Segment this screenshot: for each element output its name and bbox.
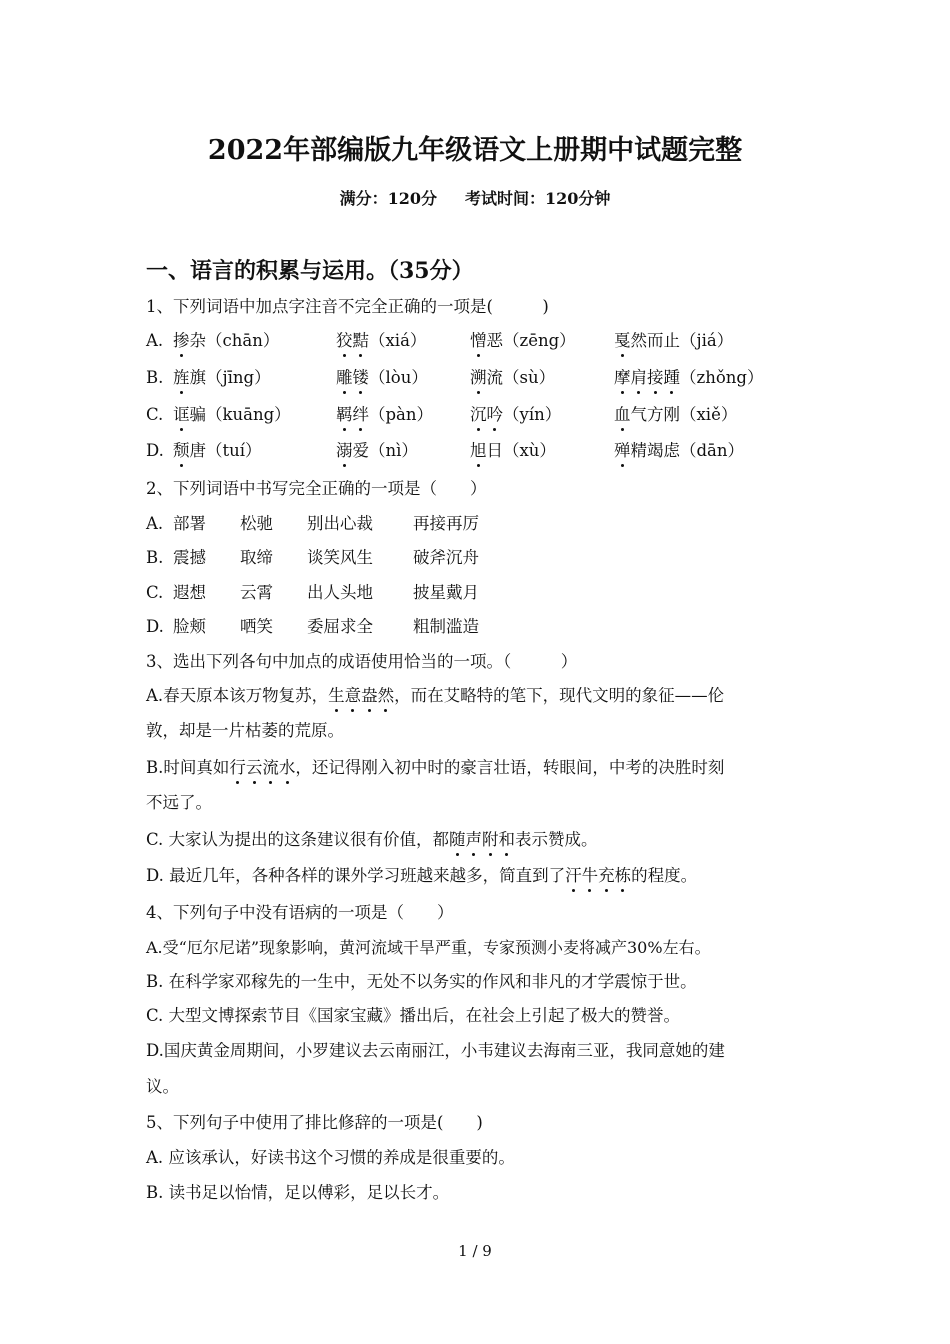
word-rest: （pàn）: [369, 405, 434, 424]
dotted-character: [173, 405, 190, 424]
emphasis-dot-char: 行: [229, 758, 246, 777]
q4-option-d: D.国庆黄金周期间，小罗建议去云南丽江，小韦建议去海南三亚，我同意她的建: [146, 1041, 725, 1060]
q2-word: 部署: [173, 514, 206, 533]
word-rest: 骗（kuāng）: [189, 405, 291, 424]
emphasis-dot-char: 雕: [336, 368, 353, 387]
dotted-character: [614, 368, 680, 387]
dotted-character: [470, 405, 503, 424]
emphasis-dot-char: 接: [647, 368, 664, 387]
q4-stem: 4、下列句子中没有语病的一项是（ ）: [146, 903, 454, 922]
q3-d-text-rest: 的程度。: [631, 866, 698, 885]
emphasis-dot-char: 吟: [486, 405, 503, 424]
q4-option-b: B. 在科学家邓稼先的一生中，无处不以务实的作风和非凡的才学震惊于世。: [146, 972, 697, 991]
q1-word: [614, 330, 733, 352]
emphasis-dot-char: 意: [344, 686, 362, 705]
option-label: B.: [146, 548, 164, 567]
q2-word: 谈笑风生: [307, 548, 373, 567]
emphasis-dot-char: 绊: [352, 405, 369, 424]
dotted-character: [336, 368, 369, 387]
emphasis-dot-char: 黠: [352, 331, 369, 350]
page-title: 2022年部编版九年级语文上册期中试题完整: [207, 135, 743, 166]
q2-word: 脸颊: [173, 617, 206, 636]
emphasis-dot-char: 附: [482, 830, 499, 849]
emphasis-dot-char: 狡: [336, 331, 353, 350]
emphasis-dot-char: 充: [598, 866, 615, 885]
q2-word: 云霄: [240, 583, 273, 602]
q5-option-a: A. 应该承认，好读书这个习惯的养成是很重要的。: [146, 1148, 515, 1167]
option-label: B.: [146, 368, 164, 387]
emphasis-dot-char: 流: [262, 758, 279, 777]
dotted-character: [336, 405, 369, 424]
emphasis-dot-char: 溯: [470, 368, 487, 387]
emphasis-dot-char: 栋: [614, 866, 632, 885]
q1-word: [470, 330, 576, 352]
option-label: A.: [146, 331, 164, 350]
q4-option-c: C. 大型文博探索节目《国家宝藏》播出后，在社会上引起了极大的赞誉。: [146, 1006, 681, 1025]
dotted-character: [470, 331, 487, 350]
emphasis-dot-char: 随: [449, 830, 466, 849]
word-rest: 旗（jīng）: [189, 368, 271, 387]
emphasis-dot-char: 镂: [352, 368, 369, 387]
word-rest: （xiá）: [369, 331, 427, 350]
emphasis-dot-char: 羁: [336, 405, 353, 424]
q1-word: [470, 440, 556, 462]
q2-word: 哂笑: [240, 617, 273, 636]
word-rest: （lòu）: [369, 368, 428, 387]
q3-c-idiom: [449, 830, 515, 849]
q1-word: [470, 404, 561, 426]
q3-option-b: [146, 757, 724, 779]
option-label: D.: [146, 617, 164, 636]
q5-stem: 5、下列句子中使用了排比修辞的一项是( ): [146, 1113, 483, 1132]
dotted-character: [470, 368, 487, 387]
word-rest: 恶（zēng）: [486, 331, 576, 350]
emphasis-dot-char: 戛: [614, 331, 631, 350]
word-rest: （yín）: [503, 405, 562, 424]
q3-option-a-cont: 敦，却是一片枯萎的荒原。: [146, 721, 344, 740]
word-rest: 然而止（jiá）: [630, 331, 734, 350]
q4-option-d-cont: 议。: [146, 1077, 179, 1096]
word-rest: 爱（nì）: [352, 441, 418, 460]
emphasis-dot-char: 然: [377, 686, 395, 705]
emphasis-dot-char: 汗: [565, 866, 582, 885]
word-rest: 唐（tuí）: [189, 441, 262, 460]
dotted-character: [470, 441, 487, 460]
option-label: D.: [146, 441, 164, 460]
emphasis-dot-char: 云: [245, 758, 263, 777]
q3-option-a: [146, 685, 724, 707]
word-rest: （zhǒng）: [680, 368, 764, 387]
word-rest: 杂（chān）: [189, 331, 280, 350]
option-label: A.: [146, 514, 164, 533]
dotted-character: [173, 441, 190, 460]
emphasis-dot-char: 掺: [173, 331, 190, 350]
dotted-character: [614, 331, 631, 350]
q3-a-text-rest: ，而在艾略特的笔下，现代文明的象征——伦: [394, 686, 725, 705]
emphasis-dot-char: 声: [465, 830, 483, 849]
emphasis-dot-char: 诓: [173, 405, 190, 424]
q3-b-text: B.时间真如: [146, 758, 230, 777]
q1-word: [614, 440, 744, 462]
emphasis-dot-char: 旌: [173, 368, 190, 387]
q1-word: [336, 330, 426, 352]
emphasis-dot-char: 摩: [614, 368, 631, 387]
dotted-character: [614, 405, 631, 424]
emphasis-dot-char: 肩: [630, 368, 647, 387]
page-number: 1 / 9: [458, 1242, 492, 1260]
option-label: C.: [146, 583, 164, 602]
q2-word: 震撼: [173, 548, 206, 567]
q3-c-text: C. 大家认为提出的这条建议很有价值，都: [146, 830, 450, 849]
q1-word: [336, 367, 428, 389]
q2-word: 取缔: [240, 548, 273, 567]
exam-time: 考试时间：120分钟: [465, 189, 611, 208]
emphasis-dot-char: 殚: [614, 441, 631, 460]
dotted-character: [614, 441, 631, 460]
q1-word: [173, 330, 279, 352]
emphasis-dot-char: 盎: [361, 686, 378, 705]
q2-word: 别出心裁: [307, 514, 373, 533]
q3-option-c: [146, 829, 598, 851]
q1-word: [173, 440, 262, 462]
emphasis-dot-char: 踵: [663, 368, 680, 387]
dotted-character: [336, 331, 369, 350]
emphasis-dot-char: 血: [614, 405, 631, 424]
q2-word: 披星戴月: [413, 583, 479, 602]
dotted-character: [173, 331, 190, 350]
emphasis-dot-char: 溺: [336, 441, 353, 460]
q4-option-a: A.受“厄尔尼诺”现象影响，黄河流域干旱严重，专家预测小麦将减产30%左右。: [146, 938, 711, 957]
emphasis-dot-char: 牛: [581, 866, 599, 885]
q3-d-text: D. 最近几年，各种各样的课外学习班越来越多，简直到了: [146, 866, 566, 885]
q2-stem: 2、下列词语中书写完全正确的一项是（ ）: [146, 479, 487, 498]
word-rest: 流（sù）: [486, 368, 556, 387]
word-rest: 日（xù）: [486, 441, 556, 460]
q3-c-text-rest: 表示赞成。: [515, 830, 598, 849]
emphasis-dot-char: 颓: [173, 441, 190, 460]
dotted-character: [173, 368, 190, 387]
q1-word: [336, 440, 418, 462]
q3-d-idiom: [565, 866, 631, 885]
full-score: 满分：120分: [339, 189, 437, 208]
emphasis-dot-char: 旭: [470, 441, 487, 460]
word-rest: 精竭虑（dān）: [630, 441, 745, 460]
q2-word: 委屈求全: [307, 617, 373, 636]
section-heading: 一、语言的积累与运用。（35分）: [146, 258, 474, 284]
q3-option-d: [146, 865, 697, 887]
q3-a-idiom: [328, 686, 394, 705]
emphasis-dot-char: 生: [328, 686, 345, 705]
q2-word: 松驰: [240, 514, 273, 533]
q2-word: 破斧沉舟: [413, 548, 479, 567]
q5-option-b: B. 读书足以怡情，足以傅彩，足以长才。: [146, 1183, 450, 1202]
q3-option-b-cont: 不远了。: [146, 793, 212, 812]
q3-stem: 3、选出下列各句中加点的成语使用恰当的一项。（ ）: [146, 652, 578, 671]
q1-word: [614, 367, 763, 389]
emphasis-dot-char: 沉: [470, 405, 487, 424]
option-label: C.: [146, 405, 164, 424]
q3-b-text-rest: ，还记得刚入初中时的豪言壮语，转眼间，中考的决胜时刻: [295, 758, 725, 777]
q1-word: [173, 404, 291, 426]
q1-word: [470, 367, 555, 389]
q1-word: [336, 404, 433, 426]
dotted-character: [336, 441, 353, 460]
q2-word: 再接再厉: [413, 514, 479, 533]
q3-a-text: A.春天原本该万物复苏，: [146, 686, 329, 705]
q2-word: 出人头地: [307, 583, 373, 602]
exam-info: [0, 186, 950, 209]
q3-b-idiom: [229, 758, 295, 777]
emphasis-dot-char: 憎: [470, 331, 487, 350]
word-rest: 气方刚（xiě）: [630, 405, 738, 424]
q1-word: [173, 367, 271, 389]
emphasis-dot-char: 和: [498, 830, 516, 849]
q2-word: 粗制滥造: [413, 617, 479, 636]
q1-stem: 1、下列词语中加点字注音不完全正确的一项是( ): [146, 297, 549, 316]
q1-word: [614, 404, 737, 426]
emphasis-dot-char: 水: [278, 758, 296, 777]
q2-word: 遐想: [173, 583, 206, 602]
